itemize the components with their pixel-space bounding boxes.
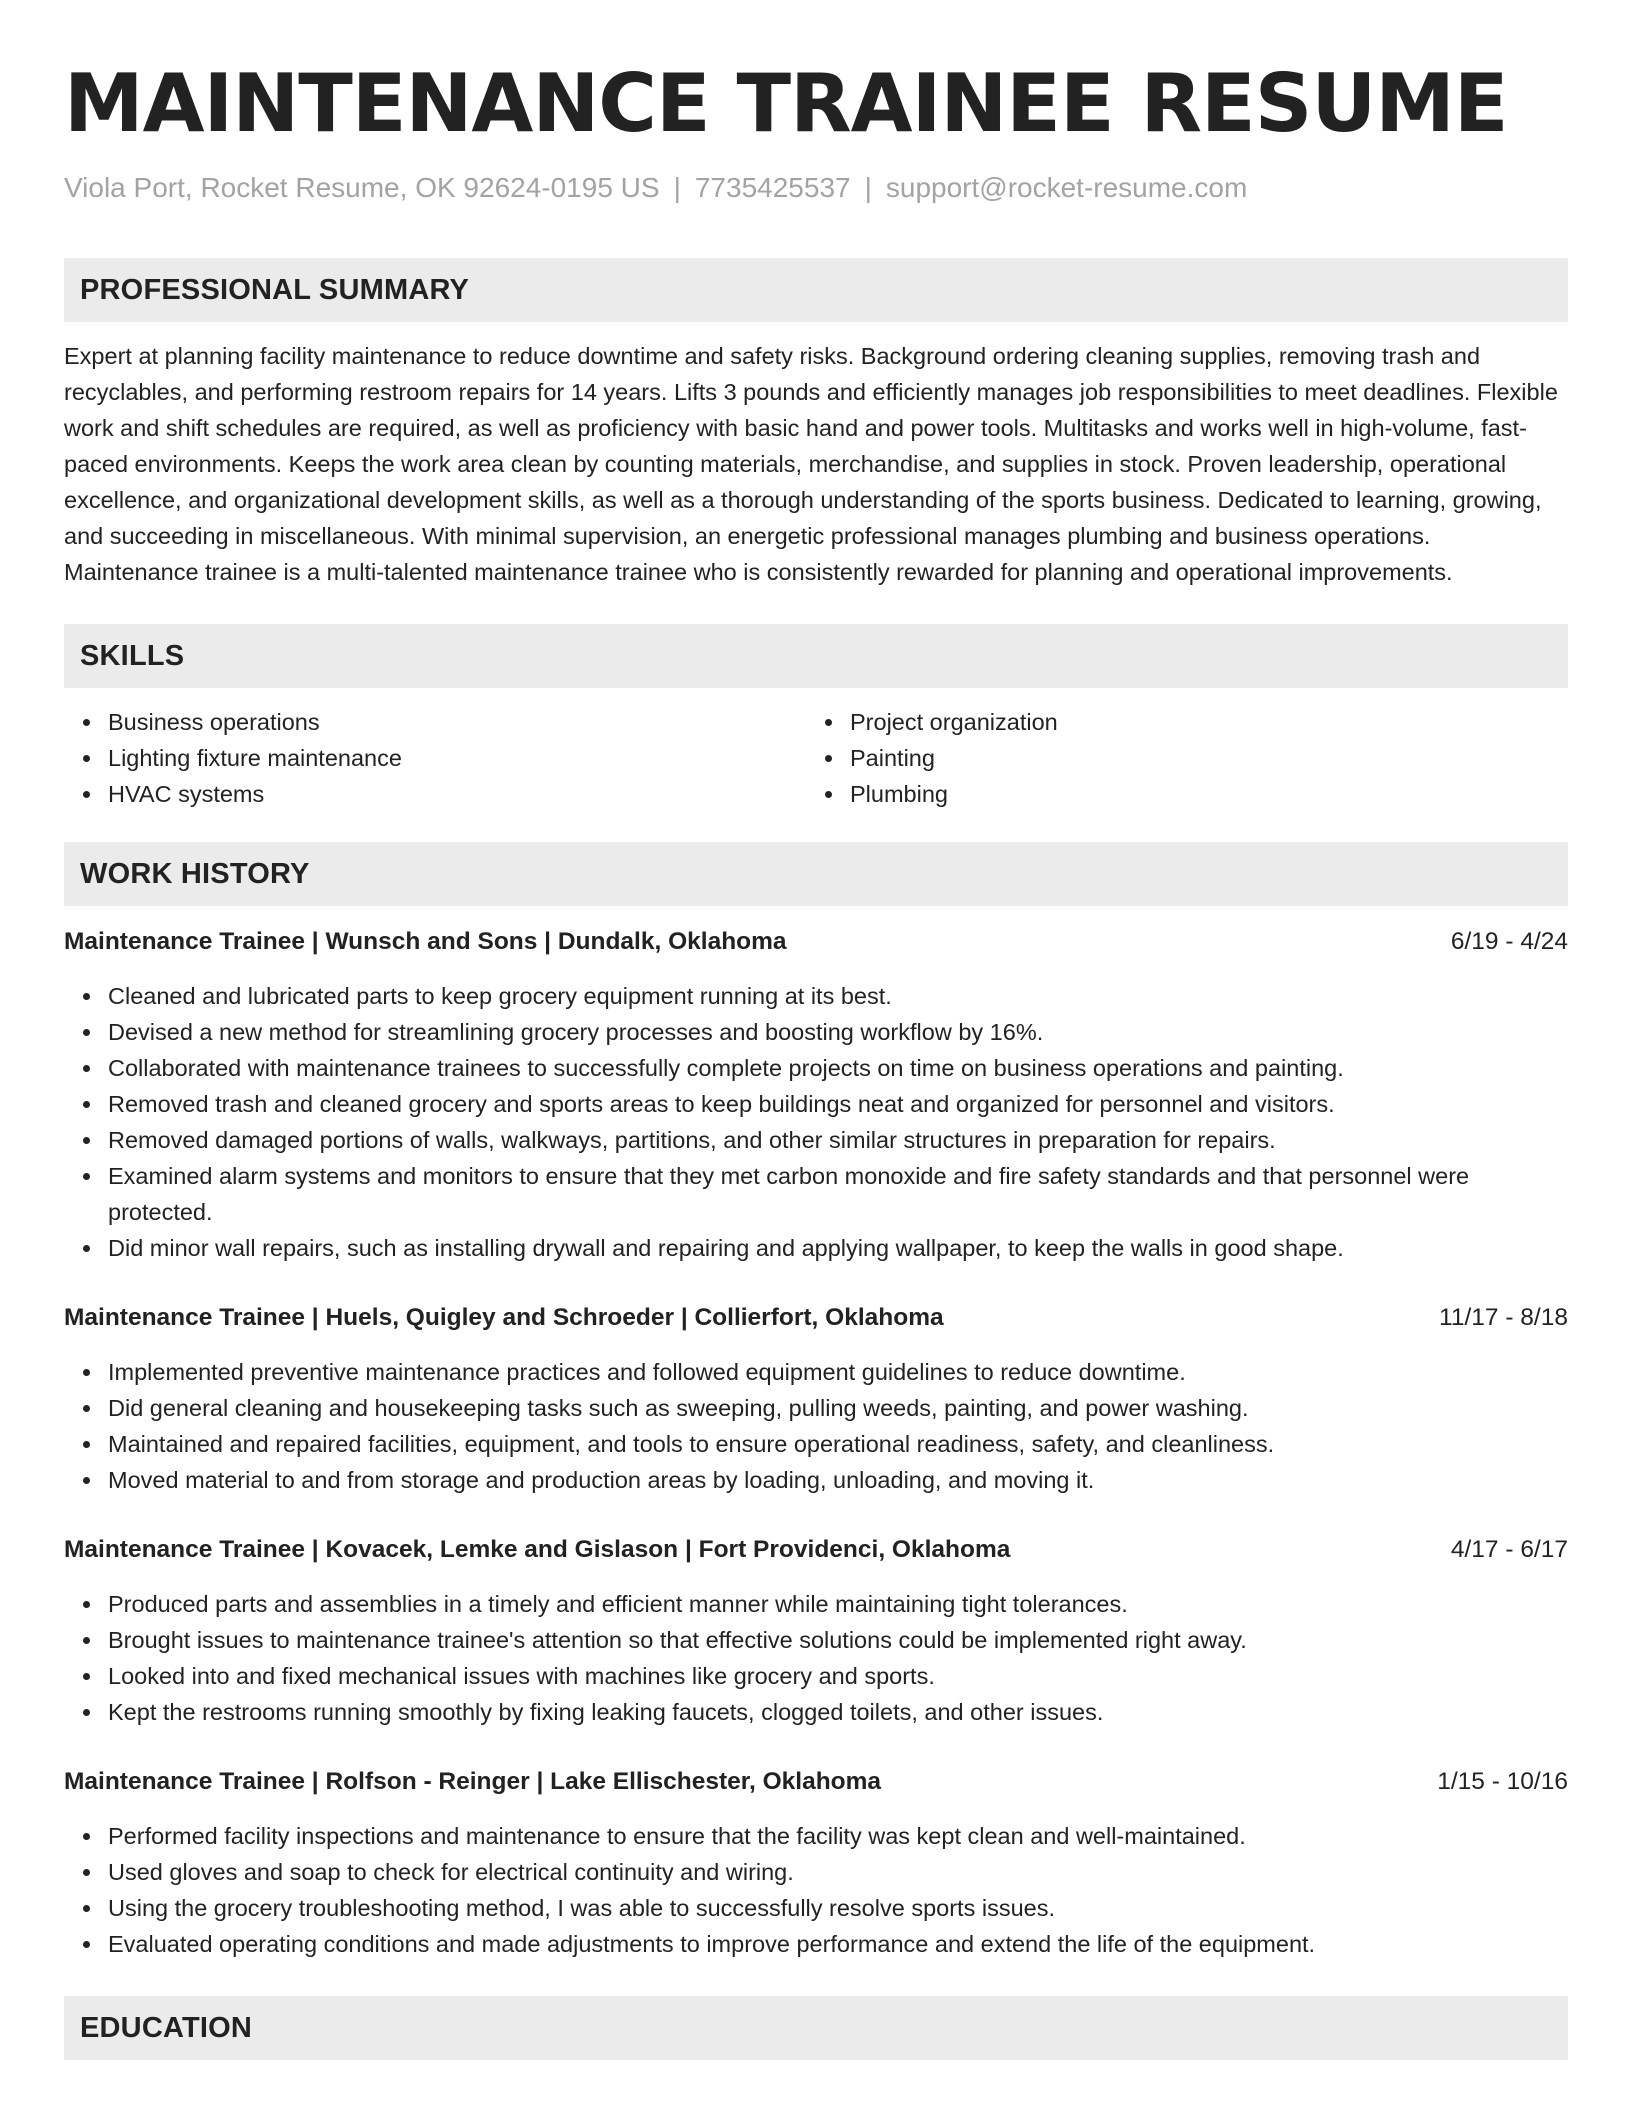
skill-item: Plumbing: [850, 776, 1566, 812]
resume-title: MAINTENANCE TRAINEE RESUME: [64, 57, 1508, 150]
contact-address: Viola Port, Rocket Resume, OK 92624-0195 US: [64, 172, 660, 203]
job-entry: [64, 1764, 1568, 1962]
job-title: Maintenance Trainee | Huels, Quigley and Schroeder | Collierfort, Oklahoma: [64, 1304, 944, 1331]
job-bullet: Devised a new method for streamlining grocery processes and boosting workflow by 16%.: [108, 1014, 1568, 1050]
job-entry: [64, 924, 1568, 1266]
job-header: [64, 1300, 1568, 1336]
section-header-work-history: WORK HISTORY: [64, 842, 1568, 906]
job-title: Maintenance Trainee | Kovacek, Lemke and Gislason | Fort Providenci, Oklahoma: [64, 1536, 1011, 1563]
job-bullet: Evaluated operating conditions and made adjustments to improve performance and extend the life of the equipment.: [108, 1926, 1568, 1962]
job-bullet: Looked into and fixed mechanical issues with machines like grocery and sports.: [108, 1658, 1568, 1694]
skill-item: HVAC systems: [108, 776, 806, 812]
section-header-skills: SKILLS: [64, 624, 1568, 688]
job-bullets: [64, 978, 1568, 1266]
job-bullet: Implemented preventive maintenance practices and followed equipment guidelines to reduce downtime.: [108, 1354, 1568, 1390]
job-entry: [64, 1532, 1568, 1730]
job-bullet: Cleaned and lubricated parts to keep grocery equipment running at its best.: [108, 978, 1568, 1014]
job-bullets: [64, 1354, 1568, 1498]
job-bullet: Examined alarm systems and monitors to ensure that they met carbon monoxide and fire safety standards and that personnel were protected.: [108, 1158, 1568, 1230]
job-bullet: Performed facility inspections and maintenance to ensure that the facility was kept clean and well-maintained.: [108, 1818, 1568, 1854]
section-header-professional-summary: PROFESSIONAL SUMMARY: [64, 258, 1568, 322]
job-header: [64, 1764, 1568, 1800]
skills-list: [64, 704, 1568, 812]
job-bullet: Collaborated with maintenance trainees to successfully complete projects on time on business operations and painting.: [108, 1050, 1568, 1086]
skills-column-right: [806, 704, 1566, 812]
skill-item: Project organization: [850, 704, 1566, 740]
job-bullet: Removed damaged portions of walls, walkways, partitions, and other similar structures in preparation for repairs.: [108, 1122, 1568, 1158]
job-bullet: Kept the restrooms running smoothly by fixing leaking faucets, clogged toilets, and other issues.: [108, 1694, 1568, 1730]
job-entry: [64, 1300, 1568, 1498]
contact-separator: |: [673, 172, 681, 203]
skill-item: Painting: [850, 740, 1566, 776]
job-header: [64, 1532, 1568, 1568]
job-dates: 11/17 - 8/18: [1439, 1304, 1568, 1331]
job-bullet: Removed trash and cleaned grocery and sports areas to keep buildings neat and organized for personnel and visitors.: [108, 1086, 1568, 1122]
job-header: [64, 924, 1568, 960]
job-bullet: Used gloves and soap to check for electrical continuity and wiring.: [108, 1854, 1568, 1890]
job-dates: 6/19 - 4/24: [1450, 928, 1568, 955]
summary-text: Expert at planning facility maintenance to reduce downtime and safety risks. Background ordering cleaning supplies, removing trash and recyclables, and performing restroom repairs for 14 years. Lifts 3 pounds and efficiently manages job responsibilities to meet deadlines. Flexible work and shift schedules are required, as well as proficiency with basic hand and power tools. Multitasks and works well in high-volume, fast-paced environments. Keeps the work area clean by counting materials, merchandise, and supplies in stock. Proven leadership, operational excellence, and organizational development skills, as well as a thorough understanding of the sports business. Dedicated to learning, growing, and succeeding in miscellaneous. With minimal supervision, an energetic professional manages plumbing and business operations. Maintenance trainee is a multi-talented maintenance trainee who is consistently rewarded for planning and operational improvements.: [64, 343, 1558, 585]
job-dates: 1/15 - 10/16: [1437, 1768, 1568, 1795]
job-title: Maintenance Trainee | Rolfson - Reinger | Lake Ellischester, Oklahoma: [64, 1768, 882, 1795]
job-bullet: Did general cleaning and housekeeping tasks such as sweeping, pulling weeds, painting, and power washing.: [108, 1390, 1568, 1426]
job-bullets: [64, 1818, 1568, 1962]
skill-item: Lighting fixture maintenance: [108, 740, 806, 776]
contact-separator: |: [864, 172, 872, 203]
contact-phone: 7735425537: [694, 172, 851, 203]
job-bullet: Did minor wall repairs, such as installing drywall and repairing and applying wallpaper, to keep the walls in good shape.: [108, 1230, 1568, 1266]
section-header-education: EDUCATION: [64, 1996, 1568, 2060]
contact-line: [64, 170, 1568, 206]
skill-item: Business operations: [108, 704, 806, 740]
job-bullet: Moved material to and from storage and production areas by loading, unloading, and moving it.: [108, 1462, 1568, 1498]
job-bullet: Produced parts and assemblies in a timely and efficient manner while maintaining tight tolerances.: [108, 1586, 1568, 1622]
job-bullets: [64, 1586, 1568, 1730]
skills-column-left: [64, 704, 806, 812]
job-dates: 4/17 - 6/17: [1450, 1536, 1568, 1563]
job-bullet: Brought issues to maintenance trainee's attention so that effective solutions could be implemented right away.: [108, 1622, 1568, 1658]
job-bullet: Maintained and repaired facilities, equipment, and tools to ensure operational readiness, safety, and cleanliness.: [108, 1426, 1568, 1462]
job-bullet: Using the grocery troubleshooting method, I was able to successfully resolve sports issues.: [108, 1890, 1568, 1926]
job-title: Maintenance Trainee | Wunsch and Sons | Dundalk, Oklahoma: [64, 928, 787, 955]
contact-email: support@rocket-resume.com: [885, 172, 1248, 203]
